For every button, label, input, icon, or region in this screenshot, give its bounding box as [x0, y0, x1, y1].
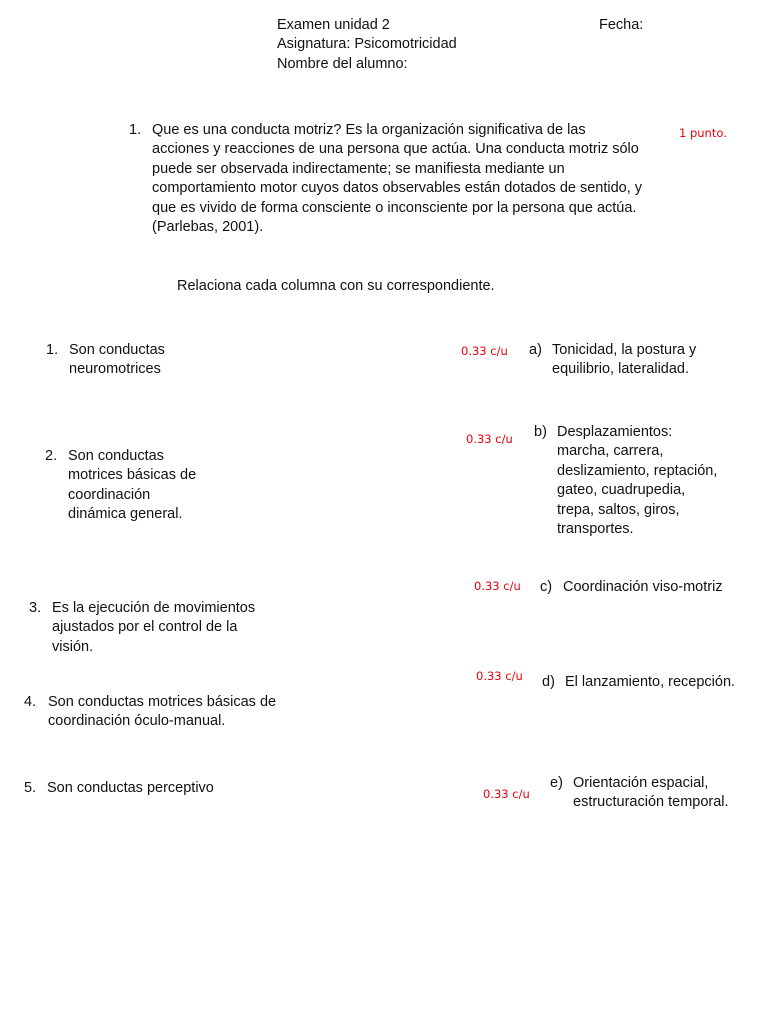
item-line: visión. [52, 638, 94, 655]
question-line: que es vivido de forma consciente o inconsciente por la persona que actúa. [152, 199, 637, 216]
student-name-line: Nombre del alumno: [277, 55, 408, 72]
item-line: coordinación [68, 486, 151, 503]
right-item-e [550, 774, 750, 814]
item-line: transportes. [557, 521, 634, 538]
item-letter: e) [550, 775, 563, 791]
item-line: Son conductas motrices básicas de [48, 694, 277, 710]
question-line: Que es una conducta motriz? Es la organización significativa de las [152, 122, 586, 138]
left-item-5 [24, 779, 264, 799]
right-item-a [529, 341, 729, 381]
item-line: Son conductas [69, 342, 165, 358]
item-line: estructuración temporal. [573, 794, 729, 811]
item-line: Es la ejecución de movimientos [52, 600, 256, 616]
item-number: 2. [45, 448, 58, 464]
left-item-1 [46, 341, 246, 381]
item-number: 4. [24, 694, 37, 710]
right-item-d [542, 673, 752, 693]
item-line: marcha, carrera, [557, 443, 664, 460]
item-line: dinámica general. [68, 506, 183, 523]
item-line: Son conductas perceptivo [47, 780, 214, 796]
item-letter: b) [534, 424, 547, 440]
score-label: 0.33 c/u [461, 344, 508, 358]
question-line: puede ser observada indirectamente; se manifiesta mediante un [152, 160, 565, 177]
item-line: Son conductas [68, 448, 164, 464]
item-line: equilibrio, lateralidad. [552, 361, 690, 378]
score-label: 0.33 c/u [474, 579, 521, 593]
question-line: acciones y reacciones de una persona que actúa. Una conducta motriz sólo [152, 141, 639, 158]
question-1 [129, 121, 689, 241]
item-line: Coordinación viso-motriz [563, 579, 723, 595]
item-number: 3. [29, 600, 42, 616]
right-item-c [540, 578, 740, 598]
question-number: 1. [129, 122, 142, 138]
item-line: motrices básicas de [68, 467, 197, 484]
item-number: 5. [24, 780, 37, 796]
item-letter: a) [529, 342, 542, 358]
score-label: 0.33 c/u [476, 669, 523, 683]
item-line: coordinación óculo-manual. [48, 713, 226, 730]
item-line: trepa, saltos, giros, [557, 501, 680, 518]
item-letter: d) [542, 674, 555, 690]
exam-title: Examen unidad 2 [277, 17, 390, 33]
question-line: (Parlebas, 2001). [152, 219, 264, 236]
question-text [152, 121, 642, 237]
date-line: Fecha: [599, 17, 644, 33]
instruction-text: Relaciona cada columna con su correspondiente. [177, 278, 495, 294]
question-points: 1 punto. [679, 126, 727, 140]
item-line: El lanzamiento, recepción. [565, 674, 736, 690]
subject-line: Asignatura: Psicomotricidad [277, 36, 457, 53]
left-item-4 [24, 693, 304, 733]
left-item-3 [29, 599, 289, 659]
item-line: gateo, cuadrupedia, [557, 482, 686, 499]
right-item-b [534, 423, 734, 543]
item-line: ajustados por el control de la [52, 619, 238, 636]
item-letter: c) [540, 579, 553, 595]
item-line: Desplazamientos: [557, 424, 673, 440]
item-line: Tonicidad, la postura y [552, 342, 697, 358]
exam-header [277, 16, 457, 74]
question-line: comportamiento motor cuyos datos observables están dotados de sentido, y [152, 180, 643, 197]
score-label: 0.33 c/u [466, 432, 513, 446]
score-label: 0.33 c/u [483, 787, 530, 801]
left-item-2 [45, 447, 245, 527]
item-line: neuromotrices [69, 361, 161, 378]
item-number: 1. [46, 342, 59, 358]
item-line: Orientación espacial, [573, 775, 709, 791]
item-line: deslizamiento, reptación, [557, 462, 718, 479]
